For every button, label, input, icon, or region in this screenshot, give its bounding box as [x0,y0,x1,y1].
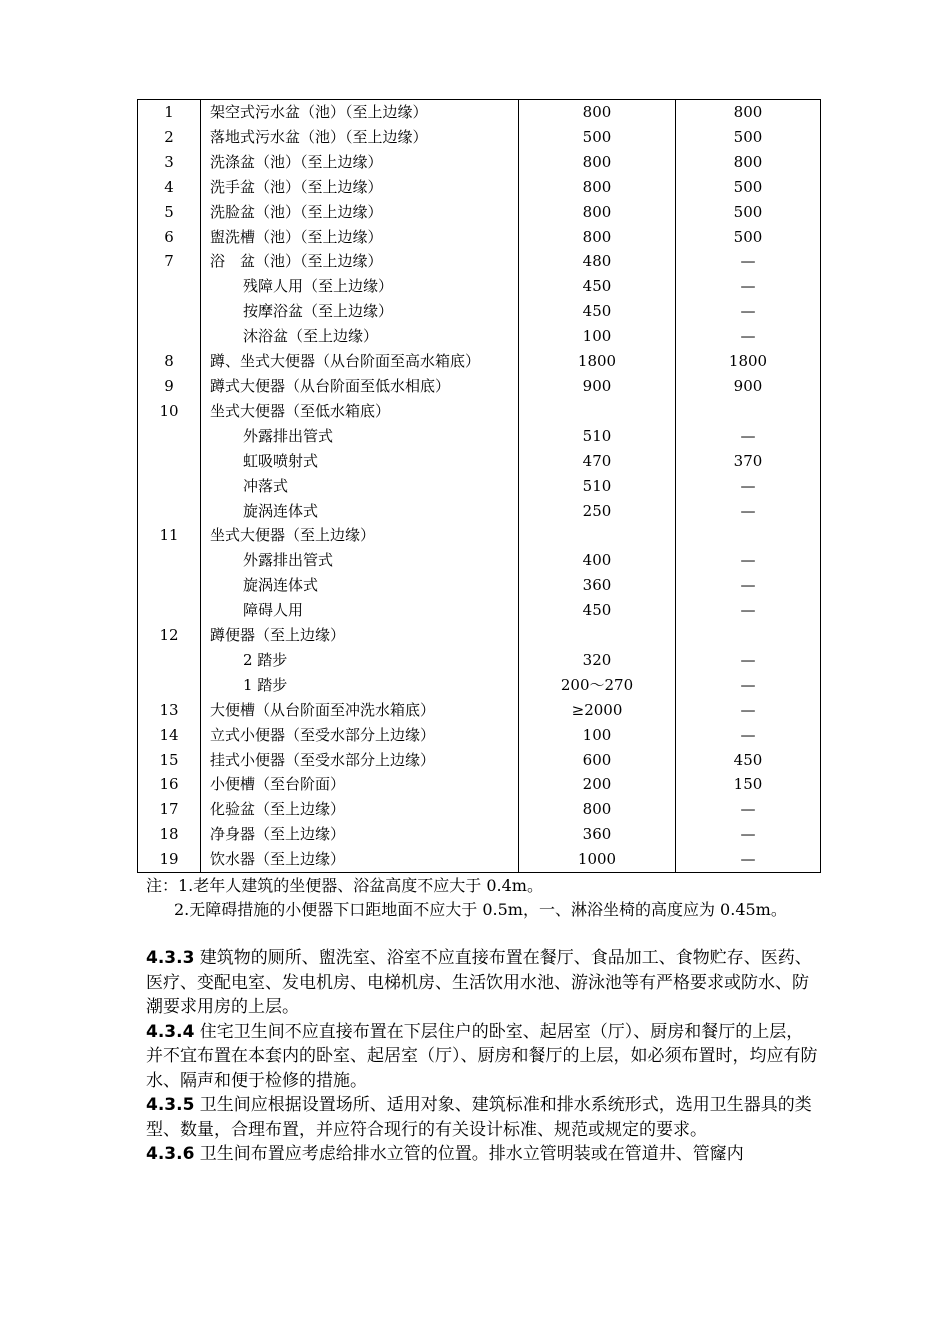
clause-number: 4.3.3 [146,948,195,968]
row-number [138,573,201,598]
row-number [138,274,201,299]
table-row [138,299,821,324]
height-value-1: 800 [519,175,676,200]
height-value-1: 250 [519,499,676,524]
height-value-1: 800 [519,150,676,175]
note-2: 2.无障碍措施的小便器下口距地面不应大于 0.5m，一、淋浴坐椅的高度应为 0.45m。 [174,900,787,919]
height-value-2: — [676,598,821,623]
table-row [138,623,821,648]
row-number: 4 [138,175,201,200]
height-value-1: 360 [519,573,676,598]
clause-text: 卫生间布置应考虑给排水立管的位置。排水立管明装或在管道井、管窿内 [194,1144,744,1164]
height-value-2: 900 [676,374,821,399]
fixture-name: 浴 盆（池）（至上边缘） [201,249,519,274]
clause-number: 4.3.4 [146,1021,195,1042]
table-row [138,424,821,449]
row-number: 19 [138,847,201,872]
row-number [138,299,201,324]
height-value-1: ≥2000 [519,698,676,723]
height-value-2: 500 [676,125,821,150]
height-value-2: 1800 [676,349,821,374]
height-value-1: 600 [519,748,676,773]
fixture-name: 挂式小便器（至受水部分上边缘） [201,748,519,773]
height-value-2: — [676,673,821,698]
fixture-name: 障碍人用 [201,598,519,623]
height-value-2: — [676,847,821,872]
height-value-2: — [676,499,821,524]
row-number: 9 [138,374,201,399]
row-number: 7 [138,249,201,274]
row-number [138,324,201,349]
fixture-name: 架空式污水盆（池）（至上边缘） [201,100,519,125]
height-value-1: 900 [519,374,676,399]
table-row [138,598,821,623]
fixture-name: 旋涡连体式 [201,499,519,524]
table-row [138,523,821,548]
fixture-name: 外露排出管式 [201,548,519,573]
height-value-2: 500 [676,225,821,250]
fixture-name: 按摩浴盆（至上边缘） [201,299,519,324]
height-value-1: 500 [519,125,676,150]
row-number: 18 [138,822,201,847]
table-row [138,150,821,175]
row-number [138,598,201,623]
row-number: 12 [138,623,201,648]
clause-text: 建筑物的厕所、盥洗室、浴室不应直接布置在餐厅、食品加工、食物贮存、医药、医疗、变配电室、发电机房、电梯机房、生活饮用水池、游泳池等有严格要求或防水、防潮要求用房的上层。 [146,948,812,1017]
height-value-2: — [676,822,821,847]
table-row [138,324,821,349]
height-value-2: 450 [676,748,821,773]
table-row [138,200,821,225]
table-row [138,499,821,524]
height-value-1: 400 [519,548,676,573]
table-row [138,573,821,598]
height-value-2 [676,623,821,648]
fixture-height-table [137,99,821,873]
clause-4-3-4 [146,1020,820,1094]
table-row [138,822,821,847]
clause-text: 卫生间应根据设置场所、适用对象、建筑标准和排水系统形式，选用卫生器具的类型、数量，合理布置，并应符合现行的有关设计标准、规范或规定的要求。 [146,1095,812,1140]
height-value-1 [519,623,676,648]
table-row [138,449,821,474]
note-1: 注：1.老年人建筑的坐便器、浴盆高度不应大于 0.4m。 [146,876,543,895]
height-value-1: 200～270 [519,673,676,698]
row-number [138,548,201,573]
height-value-1: 450 [519,598,676,623]
height-value-2: — [676,299,821,324]
height-value-1: 100 [519,324,676,349]
fixture-name: 洗涤盆（池）（至上边缘） [201,150,519,175]
row-number [138,474,201,499]
height-value-2: — [676,548,821,573]
fixture-name: 大便槽（从台阶面至冲洗水箱底） [201,698,519,723]
height-value-1: 200 [519,772,676,797]
row-number: 14 [138,723,201,748]
height-value-1: 480 [519,249,676,274]
height-value-1: 320 [519,648,676,673]
height-value-1: 470 [519,449,676,474]
row-number: 11 [138,523,201,548]
clause-number: 4.3.6 [146,1144,195,1164]
clause-4-3-3 [146,946,820,1020]
fixture-name: 残障人用（至上边缘） [201,274,519,299]
clauses [146,946,820,1167]
fixture-table-body [138,100,821,873]
table-row [138,847,821,872]
row-number: 13 [138,698,201,723]
row-number [138,424,201,449]
row-number [138,449,201,474]
height-value-1: 800 [519,225,676,250]
row-number: 5 [138,200,201,225]
height-value-2: 800 [676,100,821,125]
fixture-name: 旋涡连体式 [201,573,519,598]
height-value-1 [519,523,676,548]
height-value-2: 500 [676,175,821,200]
row-number: 3 [138,150,201,175]
table-row [138,125,821,150]
height-value-2: — [676,424,821,449]
height-value-2: — [676,249,821,274]
table-row [138,648,821,673]
row-number [138,673,201,698]
table-row [138,698,821,723]
row-number: 10 [138,399,201,424]
clause-number: 4.3.5 [146,1095,195,1115]
clause-4-3-6 [146,1142,820,1167]
height-value-2: 800 [676,150,821,175]
height-value-1: 510 [519,474,676,499]
height-value-2 [676,399,821,424]
fixture-name: 1 踏步 [201,673,519,698]
height-value-1: 800 [519,200,676,225]
fixture-name: 沐浴盆（至上边缘） [201,324,519,349]
fixture-name: 饮水器（至上边缘） [201,847,519,872]
height-value-2 [676,523,821,548]
table-row [138,772,821,797]
height-value-1: 450 [519,299,676,324]
row-number: 2 [138,125,201,150]
table-row [138,100,821,125]
fixture-name: 立式小便器（至受水部分上边缘） [201,723,519,748]
table-row [138,374,821,399]
table-row [138,175,821,200]
fixture-name: 落地式污水盆（池）（至上边缘） [201,125,519,150]
height-value-1 [519,399,676,424]
height-value-2: — [676,474,821,499]
height-value-1: 1000 [519,847,676,872]
clause-text: 住宅卫生间不应直接布置在下层住户的卧室、起居室（厅）、厨房和餐厅的上层，并不宜布置在本套内的卧室、起居室（厅）、厨房和餐厅的上层，如必须布置时，均应有防水、隔声和便于检修的措施。 [146,1021,818,1091]
table-row [138,474,821,499]
table-row [138,349,821,374]
table-row [138,225,821,250]
fixture-name: 蹲便器（至上边缘） [201,623,519,648]
height-value-1: 800 [519,100,676,125]
row-number: 1 [138,100,201,125]
row-number [138,648,201,673]
fixture-name: 小便槽（至台阶面） [201,772,519,797]
fixture-name: 虹吸喷射式 [201,449,519,474]
height-value-2: 500 [676,200,821,225]
fixture-name: 2 踏步 [201,648,519,673]
row-number: 6 [138,225,201,250]
row-number: 15 [138,748,201,773]
fixture-name: 坐式大便器（至低水箱底） [201,399,519,424]
fixture-name: 净身器（至上边缘） [201,822,519,847]
height-value-1: 1800 [519,349,676,374]
fixture-name: 蹲式大便器（从台阶面至低水相底） [201,374,519,399]
row-number: 8 [138,349,201,374]
table-notes [146,874,826,922]
height-value-2: — [676,723,821,748]
height-value-2: — [676,648,821,673]
fixture-name: 洗脸盆（池）（至上边缘） [201,200,519,225]
row-number [138,499,201,524]
row-number: 16 [138,772,201,797]
height-value-1: 100 [519,723,676,748]
fixture-name: 冲落式 [201,474,519,499]
table-row [138,249,821,274]
table-row [138,274,821,299]
height-value-2: 150 [676,772,821,797]
fixture-name: 外露排出管式 [201,424,519,449]
table-row [138,723,821,748]
fixture-name: 蹲、坐式大便器（从台阶面至高水箱底） [201,349,519,374]
table-row [138,673,821,698]
table-row [138,748,821,773]
row-number: 17 [138,797,201,822]
height-value-2: — [676,573,821,598]
height-value-2: — [676,797,821,822]
table-row [138,797,821,822]
fixture-name: 坐式大便器（至上边缘） [201,523,519,548]
height-value-2: — [676,274,821,299]
height-value-1: 360 [519,822,676,847]
height-value-1: 450 [519,274,676,299]
fixture-name: 洗手盆（池）（至上边缘） [201,175,519,200]
clause-4-3-5 [146,1093,820,1142]
height-value-2: — [676,698,821,723]
height-value-1: 800 [519,797,676,822]
height-value-2: 370 [676,449,821,474]
fixture-name: 盥洗槽（池）（至上边缘） [201,225,519,250]
fixture-name: 化验盆（至上边缘） [201,797,519,822]
table-row [138,548,821,573]
table-row [138,399,821,424]
height-value-1: 510 [519,424,676,449]
height-value-2: — [676,324,821,349]
